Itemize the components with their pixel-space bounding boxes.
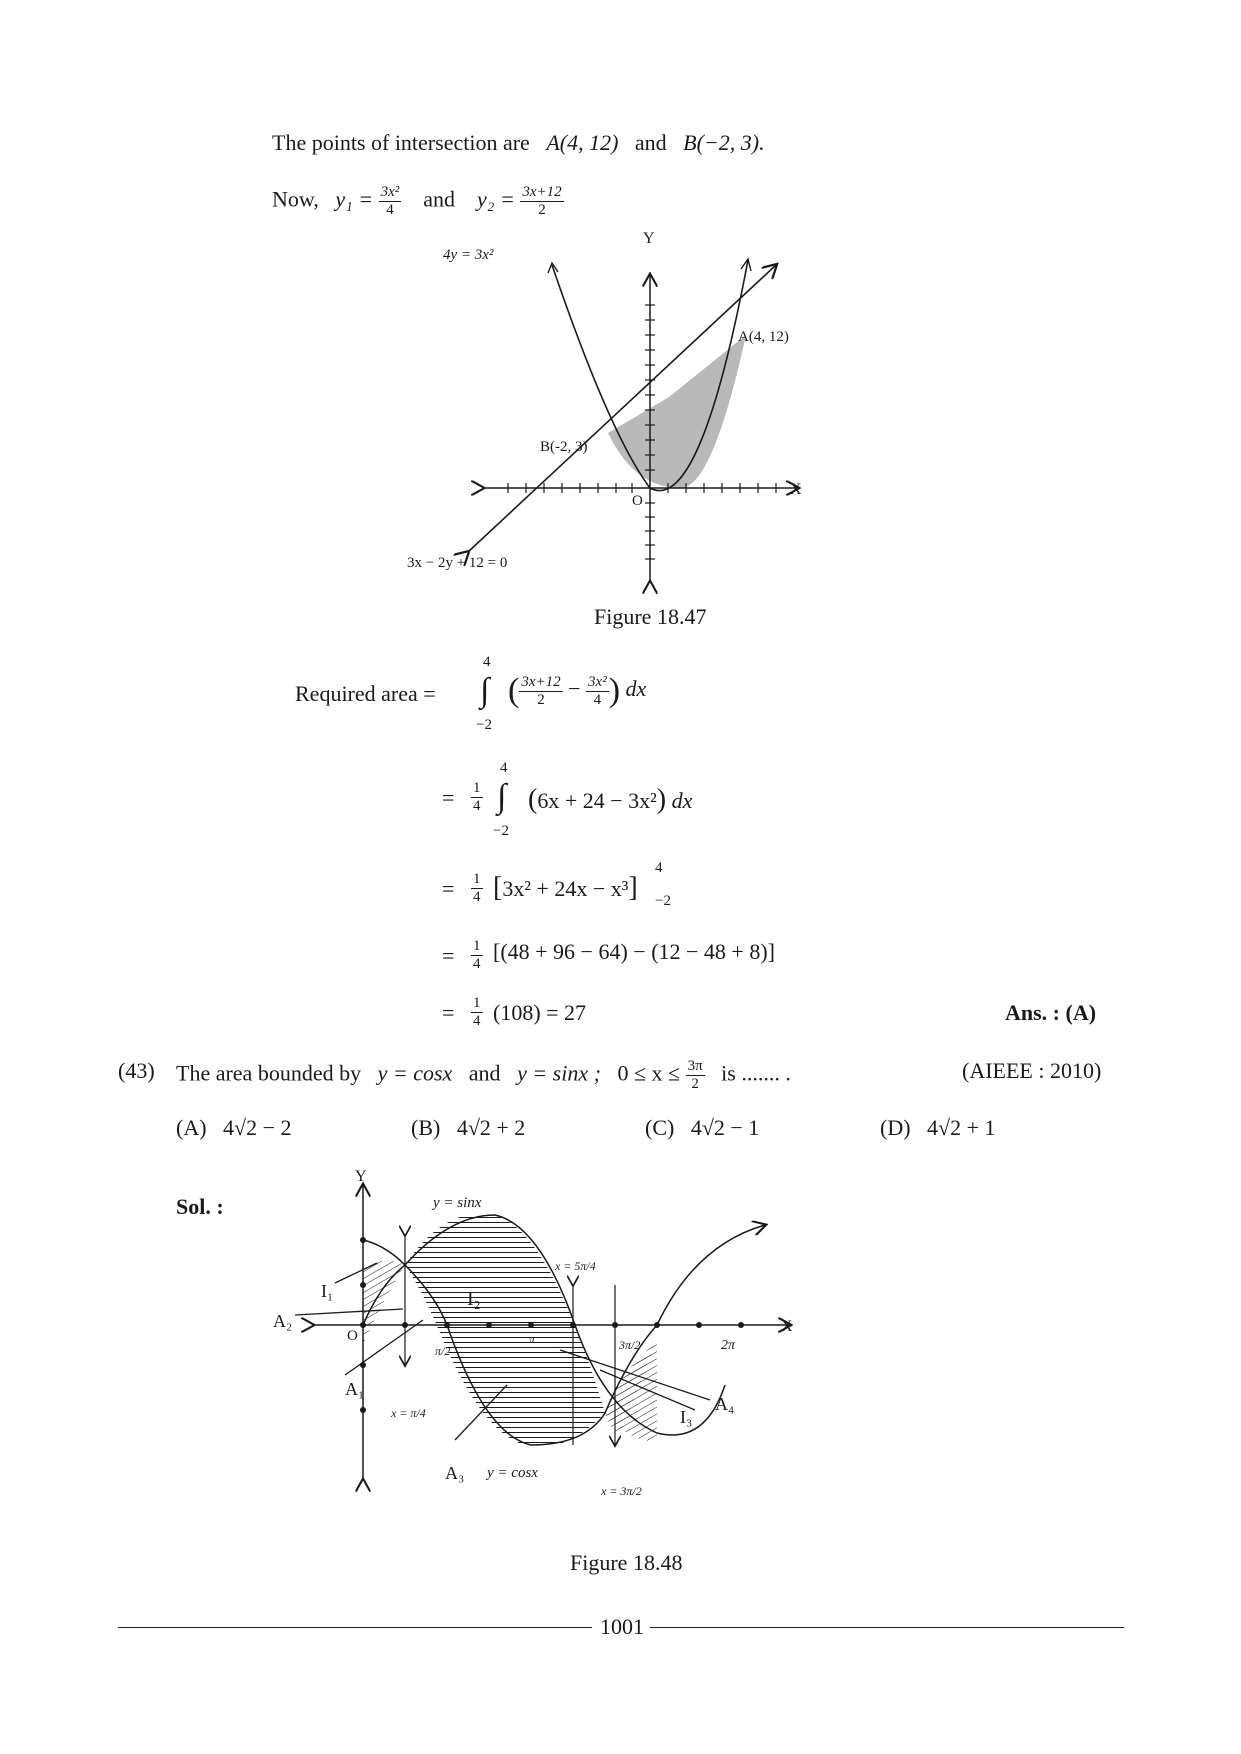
now-label: Now, [272, 186, 319, 212]
tick-pi: π [529, 1332, 536, 1346]
fig2-origin: O [347, 1328, 358, 1344]
label-x-pi4: x = π/4 [391, 1406, 426, 1420]
label-b: B(-2, 3) [540, 439, 588, 455]
question-source: (AIEEE : 2010) [962, 1058, 1102, 1083]
y2-label: y₂ = [477, 186, 515, 212]
intersection-prefix: The points of intersection are [272, 130, 530, 155]
curve-label: 4y = 3x² [443, 247, 494, 263]
answer-label: Ans. : (A) [1005, 1000, 1097, 1025]
quarter-4: $\frac{1}{4}$ [473, 938, 481, 972]
eq-sign-4: = [442, 943, 455, 968]
figure-18-48 [273, 1168, 885, 1515]
question-text: The area bounded by y = cosx and y = sinx ; 0 ≤ x ≤ $\frac{3\pi}{2}$ is ....... . [176, 1058, 791, 1092]
label-a1: A₁ [345, 1379, 365, 1399]
label-a: A(4, 12) [738, 329, 789, 345]
y2-fraction: $\frac{3x+12}{2}$ [522, 184, 562, 218]
quarter-3: $\frac{1}{4}$ [473, 871, 481, 905]
straight-line [468, 265, 776, 552]
tick-3pi2: 3π/2 [619, 1338, 641, 1352]
footer-rule-left [118, 1627, 592, 1628]
label-i2: I₂ [467, 1288, 481, 1310]
cos-label: y = cosx [487, 1465, 538, 1481]
quarter-2: $\frac{1}{4}$ [473, 780, 481, 814]
option-b: (B) 4√2 + 2 [411, 1115, 526, 1140]
option-d: (D) 4√2 + 1 [880, 1115, 996, 1140]
step3-lower: −2 [655, 893, 671, 909]
now-line [272, 184, 564, 219]
label-i3: I₃ [680, 1407, 693, 1427]
sin-label: y = sinx [433, 1195, 482, 1211]
step3-expression: [3x² + 24x − x³] [493, 872, 638, 903]
fig2-axis-y: Y [355, 1168, 367, 1185]
step5-expression: (108) = 27 [493, 1000, 587, 1025]
fig1-origin: O [632, 493, 643, 509]
eq-sign-3: = [442, 876, 455, 901]
fig1-axis-y: Y [643, 230, 655, 247]
label-a4: A₄ [715, 1394, 735, 1414]
option-c: (C) 4√2 − 1 [645, 1115, 760, 1140]
question-eq1: y = cosx [377, 1060, 453, 1086]
figure2-caption: Figure 18.48 [570, 1550, 683, 1575]
step4-expression: [(48 + 96 − 64) − (12 − 48 + 8)] [493, 939, 775, 964]
tick-pi2: π/2 [435, 1344, 451, 1358]
label-a2: A₂ [273, 1311, 293, 1331]
option-a: (A) 4√2 − 2 [176, 1115, 292, 1140]
point-a: A(4, 12) [546, 130, 619, 155]
y1-label: y₁ = [335, 186, 374, 212]
integral-1: 4 ∫ −2 [476, 654, 492, 733]
solution-label: Sol. : [176, 1194, 224, 1219]
footer-rule-right [650, 1627, 1124, 1628]
range-fraction: $\frac{3\pi}{2}$ [687, 1058, 703, 1092]
required-area-label: Required area = [295, 681, 436, 706]
step2-integrand: (6x + 24 − 3x²) dx [528, 784, 693, 815]
question-eq2: y = sinx ; [517, 1060, 601, 1086]
intersection-line [272, 130, 765, 156]
page-number: 1001 [600, 1614, 644, 1639]
region-i2 [405, 1214, 605, 1447]
step3-upper: 4 [655, 860, 663, 876]
point-b: B(−2, 3). [683, 130, 765, 155]
figure-18-47 [380, 230, 830, 600]
now-and: and [423, 186, 456, 212]
integrand-1: ( $\frac{3x+12}{2}$ − $\frac{\text{3x²}}{4}$ ) dx [508, 672, 647, 709]
eq-sign-2: = [442, 785, 455, 810]
question-number: (43) [118, 1058, 155, 1083]
label-a3: A₃ [445, 1463, 465, 1483]
figure1-caption: Figure 18.47 [594, 604, 707, 629]
tick-2pi: 2π [721, 1338, 736, 1353]
eq-sign-5: = [442, 1000, 455, 1025]
y1-fraction: $\frac{\text{3x²}}{4}$ [380, 184, 400, 218]
fig1-axis-x: X [790, 481, 802, 498]
label-i1: I₁ [321, 1281, 334, 1301]
fig2-axis-x: X [781, 1318, 793, 1335]
fig1-line-label: 3x − 2y + 12 = 0 [407, 555, 508, 571]
label-x-3pi2: x = 3π/2 [601, 1484, 642, 1498]
integral-2: 4 ∫ −2 [493, 760, 509, 839]
quarter-5: $\frac{1}{4}$ [473, 995, 481, 1029]
label-x-5pi4: x = 5π/4 [555, 1259, 596, 1273]
intersection-conj: and [634, 130, 667, 155]
